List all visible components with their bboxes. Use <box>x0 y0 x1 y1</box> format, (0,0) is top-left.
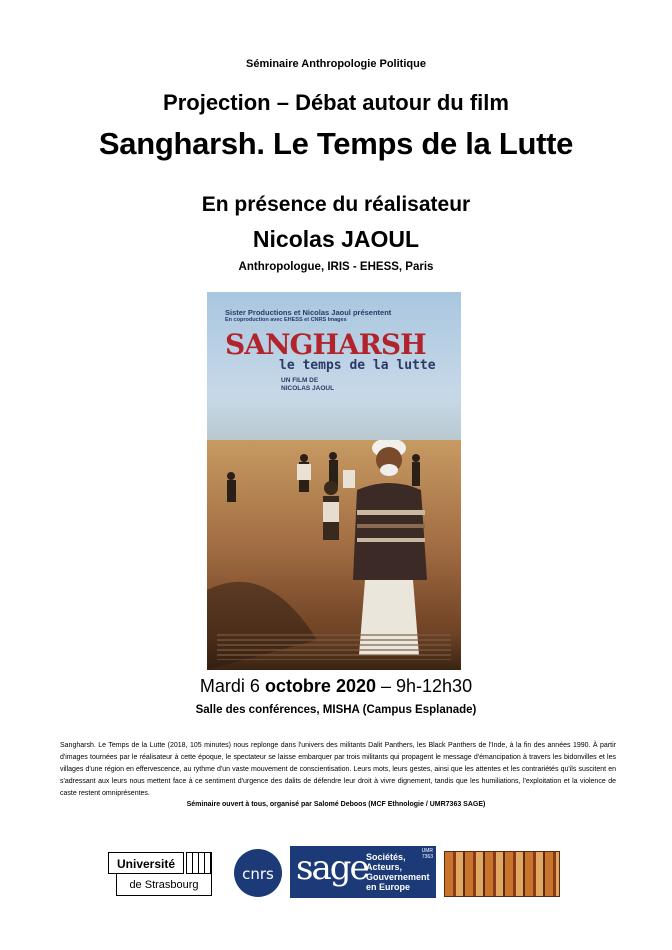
date-prefix: Mardi 6 <box>199 676 265 696</box>
sage-umr-label: UMR <box>421 848 433 854</box>
director-name: Nicolas JAOUL <box>252 226 420 252</box>
poster-credits-block <box>217 634 451 660</box>
seminar-title: Séminaire Anthropologie Politique <box>246 58 426 70</box>
sage-umr <box>422 848 433 860</box>
sage-logo <box>290 846 436 898</box>
director-affiliation: Anthropologue, IRIS - EHESS, Paris <box>238 261 434 273</box>
sage-wordmark: sage <box>296 848 368 888</box>
poster-coproduction: En coproduction avec EHESS et CNRS Images <box>225 317 347 323</box>
poster-director: NICOLAS JAOUL <box>281 385 335 392</box>
date-time: – 9h-12h30 <box>376 676 473 696</box>
poster-subtitle: le temps de la lutte <box>279 358 436 373</box>
sage-fullname <box>366 852 430 892</box>
svg-text:cnrs: cnrs <box>242 865 274 883</box>
event-heading: Projection – Débat autour du film <box>163 90 509 115</box>
sage-line: en Europe <box>366 882 411 892</box>
sage-line: Sociétés, <box>366 852 406 862</box>
presence-line: En présence du réalisateur <box>201 193 471 216</box>
figure-shape <box>227 480 236 502</box>
film-title: Sangharsh. Le Temps de la Lutte <box>98 126 574 161</box>
poster-film-by: UN FILM DE <box>281 377 319 384</box>
event-date <box>0 676 672 697</box>
universite-strasbourg-logo <box>108 852 212 896</box>
film-poster <box>207 292 461 670</box>
date-month: octobre 2020 <box>264 676 376 696</box>
unistra-logo-bars <box>186 852 212 874</box>
unistra-logo-bottom: de Strasbourg <box>116 874 212 896</box>
organizer-note: Séminaire ouvert à tous, organisé par Salomé Deboos (MCF Ethnologie / UMR7363 SAGE) <box>186 801 486 808</box>
sage-line: Gouvernement <box>366 872 430 882</box>
cnrs-logo <box>230 848 286 898</box>
poster-presenters: Sister Productions et Nicolas Jaoul présentent <box>225 308 392 317</box>
unistra-logo-top: Université <box>108 852 184 874</box>
decorative-art-logo <box>444 851 560 897</box>
poster-title: SANGHARSH <box>225 328 426 361</box>
sage-line: Acteurs, <box>366 862 403 872</box>
event-venue: Salle des conférences, MISHA (Campus Esplanade) <box>195 704 477 716</box>
film-description: Sangharsh. Le Temps de la Lutte (2018, 105 minutes) nous replonge dans l'univers des militants Dalit Panthers, les Black Panthers de l'Inde, à la fin des années 1990. À partir d'images tournées par le réalisateur à cette époque, le spectateur se laisse embarquer par trois militants qui propagent le message d'émancipation à travers les bidonvilles et les villages d'une région en effervescence, au rythme d'un vaste mouvement de conscientisation. Leurs mots, leurs gestes, ainsi que les attentes et les contrariétés qu'ils suscitent en s'adressant aux leurs nous mettent face à ce sentiment d'urgence des dalits de défendre leur droit à vivre dignement, tandis que les humiliations, l'exploitation et la violence de caste restent omniprésentes. <box>60 742 616 797</box>
sage-umr-number: 7363 <box>421 854 433 860</box>
